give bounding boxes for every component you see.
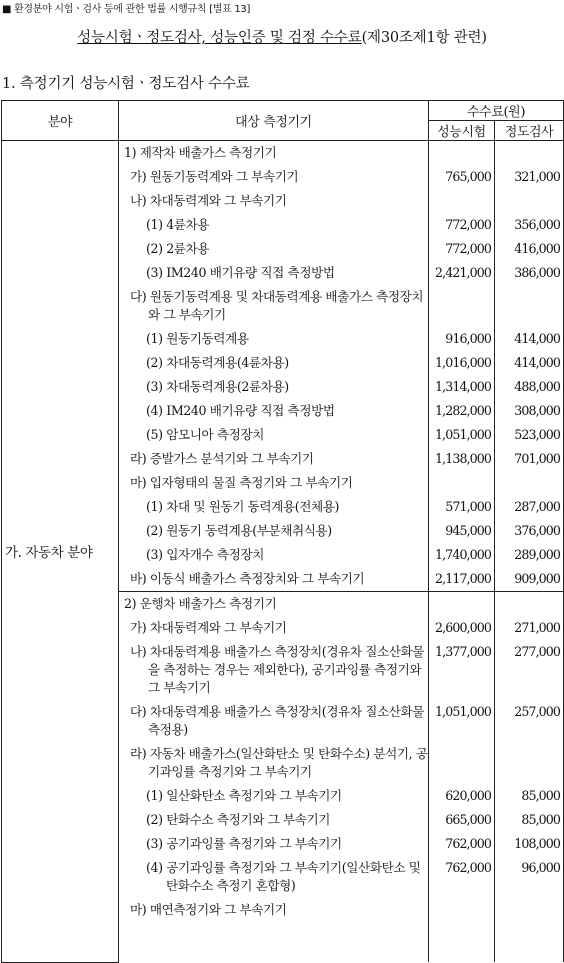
performance-fee-cell: 571,000 [429,495,495,519]
performance-fee-cell [429,898,495,922]
inspection-fee-cell: 376,000 [495,519,564,543]
performance-fee-cell: 762,000 [429,832,495,856]
item-label: (3) 차대동력계용(2륜차용) [146,379,289,394]
inspection-fee-cell [495,742,564,784]
inspection-fee-cell [495,922,564,962]
item-label: 라) 증발가스 분석기와 그 부속기기 [130,451,314,466]
performance-fee-cell [429,592,495,617]
fee-table-body [2,141,564,963]
performance-fee-cell: 1,016,000 [429,351,495,375]
inspection-fee-cell: 257,000 [495,700,564,742]
performance-fee-cell: 620,000 [429,784,495,808]
document-title [0,26,564,47]
item-label: (1) 일산화탄소 측정기와 그 부속기기 [146,788,342,803]
inspection-fee-cell: 271,000 [495,616,564,640]
item-label: (2) 2륜차용 [146,241,210,256]
item-cell [119,616,429,640]
item-cell [119,375,429,399]
item-cell [119,237,429,261]
inspection-fee-cell: 523,000 [495,423,564,447]
inspection-fee-cell: 414,000 [495,351,564,375]
header-item: 대상 측정기기 [119,101,429,141]
item-cell [119,141,429,166]
performance-fee-cell: 1,051,000 [429,423,495,447]
item-cell [119,567,429,592]
performance-fee-cell: 1,282,000 [429,399,495,423]
item-label: (5) 암모니아 측정장치 [146,427,264,442]
item-cell [119,543,429,567]
item-cell [119,700,429,742]
item-cell [119,447,429,471]
performance-fee-cell: 772,000 [429,237,495,261]
header-accuracy-inspection: 정도검사 [495,121,564,141]
item-label: (3) IM240 배기유량 직접 측정방법 [146,265,335,280]
header-fee: 수수료(원) [429,101,564,121]
item-label: 다) 원동기동력계용 및 차대동력계용 배출가스 측정장치와 그 부속기기 [130,289,424,322]
inspection-fee-cell: 321,000 [495,165,564,189]
inspection-fee-cell [495,471,564,495]
item-cell [119,898,429,922]
category-cell: 가. 자동차 분야 [2,141,119,963]
item-label: 나) 차대동력계용 배출가스 측정장치(경유차 질소산화물을 측정하는 경우는 제외한다), 공기과잉률 측정기와 그 부속기기 [130,644,425,695]
item-label: 2) 운행차 배출가스 측정기기 [124,596,277,611]
inspection-fee-cell: 386,000 [495,261,564,285]
header-field: 분야 [2,101,119,141]
item-label: 마) 매연측정기와 그 부속기기 [130,902,287,917]
item-cell [119,285,429,327]
item-cell [119,189,429,213]
inspection-fee-cell: 85,000 [495,808,564,832]
performance-fee-cell: 2,421,000 [429,261,495,285]
performance-fee-cell [429,742,495,784]
item-label: (4) IM240 배기유량 직접 측정방법 [146,403,335,418]
inspection-fee-cell: 289,000 [495,543,564,567]
performance-fee-cell: 665,000 [429,808,495,832]
item-label: (1) 원동기동력계용 [146,331,249,346]
inspection-fee-cell [495,285,564,327]
performance-fee-cell: 1,377,000 [429,640,495,700]
performance-fee-cell: 2,600,000 [429,616,495,640]
item-label: 나) 차대동력계와 그 부속기기 [130,193,287,208]
performance-fee-cell: 945,000 [429,519,495,543]
item-label: (2) 탄화수소 측정기와 그 부속기기 [146,812,331,827]
item-label: (1) 4륜차용 [146,217,210,232]
item-cell [119,922,429,962]
inspection-fee-cell: 277,000 [495,640,564,700]
inspection-fee-cell: 356,000 [495,213,564,237]
performance-fee-cell: 1,051,000 [429,700,495,742]
item-label: 가) 원동기동력계와 그 부속기기 [130,169,299,184]
item-label: 가) 차대동력계와 그 부속기기 [130,620,287,635]
item-cell [119,213,429,237]
item-cell [119,351,429,375]
item-cell [119,592,429,617]
item-label: 다) 차대동력계용 배출가스 측정장치(경유차 질소산화물 측정용) [130,704,425,737]
performance-fee-cell [429,285,495,327]
item-cell [119,519,429,543]
performance-fee-cell [429,922,495,962]
inspection-fee-cell: 909,000 [495,567,564,592]
document-header: ■ 환경분야 시험ㆍ검사 등에 관한 법률 시행규칙 [별표 13] [2,4,251,15]
item-label: 1) 제작차 배출가스 측정기기 [124,145,277,160]
performance-fee-cell: 1,138,000 [429,447,495,471]
item-label: 마) 입자형태의 물질 측정기와 그 부속기기 [130,475,353,490]
inspection-fee-cell [495,592,564,617]
inspection-fee-cell: 488,000 [495,375,564,399]
item-cell [119,640,429,700]
item-label: (3) 입자개수 측정장치 [146,547,264,562]
inspection-fee-cell: 96,000 [495,856,564,898]
item-label: (1) 차대 및 원동기 동력계용(전체용) [146,499,340,514]
inspection-fee-cell: 416,000 [495,237,564,261]
inspection-fee-cell [495,141,564,166]
title-main: 성능시험ㆍ정도검사, 성능인증 및 검정 수수료 [77,30,362,46]
item-label: (4) 공기과잉률 측정기와 그 부속기기(일산화탄소 및 탄화수소 측정기 혼합형) [146,860,421,893]
performance-fee-cell [429,471,495,495]
performance-fee-cell: 765,000 [429,165,495,189]
performance-fee-cell: 2,117,000 [429,567,495,592]
performance-fee-cell: 772,000 [429,213,495,237]
performance-fee-cell: 762,000 [429,856,495,898]
item-cell [119,808,429,832]
item-label: (2) 차대동력계용(4륜차용) [146,355,289,370]
item-cell [119,832,429,856]
item-cell [119,165,429,189]
performance-fee-cell: 1,740,000 [429,543,495,567]
inspection-fee-cell: 108,000 [495,832,564,856]
item-label: (2) 원동기 동력계용(부분채취식용) [146,523,332,538]
item-cell [119,784,429,808]
inspection-fee-cell [495,898,564,922]
item-label: (3) 공기과잉률 측정기와 그 부속기기 [146,836,342,851]
inspection-fee-cell: 85,000 [495,784,564,808]
title-suffix: (제30조제1항 관련) [361,30,487,46]
inspection-fee-cell: 701,000 [495,447,564,471]
item-cell [119,261,429,285]
item-cell [119,471,429,495]
inspection-fee-cell [495,189,564,213]
item-cell [119,742,429,784]
item-cell [119,423,429,447]
fee-table [1,100,564,963]
inspection-fee-cell: 287,000 [495,495,564,519]
item-cell [119,856,429,898]
table-row [2,141,564,166]
performance-fee-cell: 1,314,000 [429,375,495,399]
item-cell [119,495,429,519]
performance-fee-cell [429,141,495,166]
performance-fee-cell: 916,000 [429,327,495,351]
performance-fee-cell [429,189,495,213]
section-title: 1. 측정기기 성능시험ㆍ정도검사 수수료 [2,76,250,92]
inspection-fee-cell: 414,000 [495,327,564,351]
inspection-fee-cell: 308,000 [495,399,564,423]
header-performance-test: 성능시험 [429,121,495,141]
item-cell [119,327,429,351]
item-label: 바) 이동식 배출가스 측정장치와 그 부속기기 [130,571,365,586]
item-label: 라) 자동차 배출가스(일산화탄소 및 탄화수소) 분석기, 공기과잉률 측정기와 그 부속기기 [130,746,428,779]
item-cell [119,399,429,423]
